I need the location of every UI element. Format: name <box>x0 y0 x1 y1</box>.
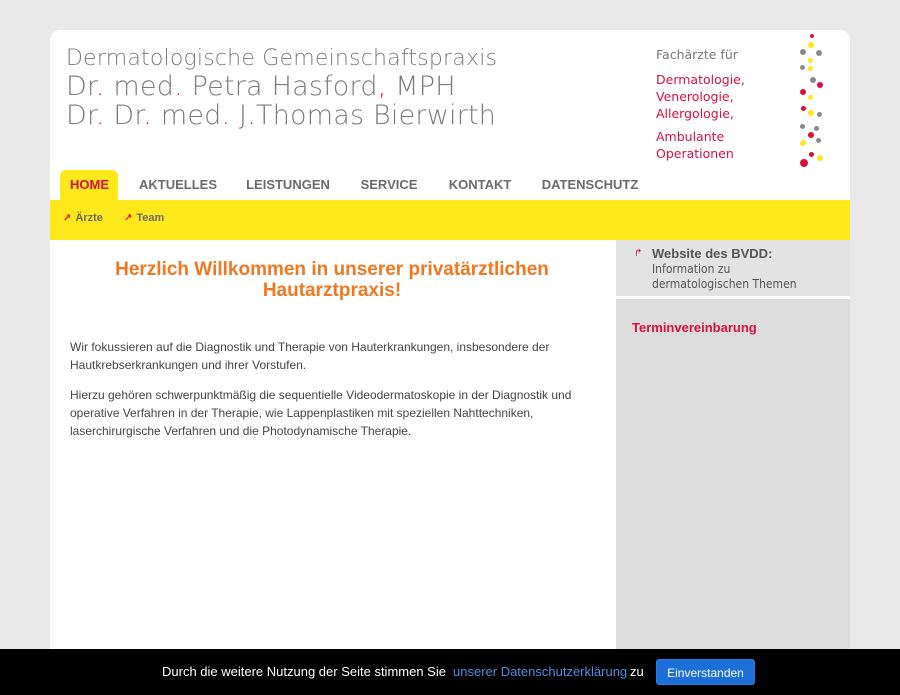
dot-icon <box>800 49 806 55</box>
tab-leistungen[interactable]: LEISTUNGEN <box>246 177 330 192</box>
title-dot: . <box>143 100 153 131</box>
tab-datenschutz[interactable]: DATENSCHUTZ <box>541 177 639 192</box>
title-line-2 <box>66 72 497 101</box>
specialty-item: Dermatologie, <box>656 72 745 87</box>
subnav-item-aerzte[interactable] <box>63 212 103 224</box>
subnav-label: Ärzte <box>75 212 103 224</box>
dot-icon <box>808 95 813 100</box>
specialty-item: Operationen <box>656 146 734 161</box>
bvdd-link-box[interactable] <box>616 240 850 296</box>
subnav-item-team[interactable] <box>124 212 164 224</box>
dot-icon <box>817 155 823 161</box>
title-part: med <box>104 71 175 102</box>
sidebar <box>616 240 850 650</box>
title-part: Dr <box>66 71 96 102</box>
appointment-link[interactable]: Terminvereinbarung <box>632 320 757 335</box>
decorative-dots-logo <box>798 34 828 174</box>
subnav-label: Team <box>136 212 165 224</box>
specialties-label: Fachärzte für <box>656 47 738 62</box>
dot-icon <box>800 124 805 129</box>
main-content <box>50 240 616 650</box>
dot-icon <box>817 112 822 117</box>
bvdd-subtitle-line: Information zu <box>652 262 731 276</box>
practice-title[interactable] <box>66 46 497 130</box>
cookie-text-suffix: zu <box>630 664 644 679</box>
title-part: med <box>152 100 222 131</box>
tab-aktuelles[interactable]: AKTUELLES <box>139 177 217 192</box>
title-part: Dr <box>66 100 96 131</box>
page-container <box>50 30 850 650</box>
dot-icon <box>817 82 823 88</box>
specialty-item: Allergologie, <box>656 106 734 121</box>
title-line-3 <box>66 101 497 130</box>
title-part: Dr <box>104 100 144 131</box>
dot-icon <box>814 126 819 131</box>
tab-service[interactable]: SERVICE <box>360 177 418 192</box>
dot-icon <box>808 58 813 63</box>
dot-icon <box>816 138 821 143</box>
title-line-1: Dermatologische Gemeinschaftspraxis <box>66 46 498 71</box>
bvdd-subtitle-line: dermatologischen Themen <box>652 277 797 291</box>
header <box>50 30 850 170</box>
arrow-up-right-icon: ↗ <box>124 213 133 224</box>
dot-icon <box>800 140 806 146</box>
dot-icon <box>810 77 816 83</box>
dot-icon <box>810 34 814 38</box>
title-dot: . <box>174 71 183 102</box>
title-dot: . <box>247 100 257 131</box>
dot-icon <box>808 42 814 48</box>
dot-icon <box>800 89 806 95</box>
title-dot: . <box>221 100 231 131</box>
cookie-text: Durch die weitere Nutzung der Seite stimmen Sie <box>162 664 446 679</box>
tab-kontakt[interactable]: KONTAKT <box>448 177 512 192</box>
title-dot: . <box>95 71 105 102</box>
accept-cookies-button[interactable]: Einverstanden <box>656 659 755 685</box>
specialty-item: Venerologie, <box>656 89 734 104</box>
bvdd-subtitle <box>652 262 797 292</box>
title-part: J <box>230 100 248 131</box>
intro-paragraph: Wir fokussieren auf die Diagnostik und Therapie von Hauterkrankungen, insbesondere der Hautkrebserkrankungen und ihrer Vorstufen. <box>70 340 550 372</box>
intro-paragraph: Hierzu gehören schwerpunktmäßig die sequentielle Videodermatoskopie in der Diagnostik und operative Verfahren in der Therapie, wie Lappenplastiken mit speziellen Nahttechniken, laserchirurgische Verfahren und die Photodynamische Therapie. <box>70 388 572 438</box>
cookie-banner <box>0 649 900 695</box>
title-dot: . <box>95 100 105 131</box>
dot-icon <box>808 66 813 71</box>
specialty-item: Ambulante <box>656 129 725 144</box>
title-part: Thomas Bierwirth <box>256 100 497 131</box>
arrow-right-icon: ↱ <box>634 248 643 259</box>
dot-icon <box>809 152 814 157</box>
dot-icon <box>816 50 822 56</box>
sub-nav <box>50 200 850 240</box>
main-nav <box>50 170 850 200</box>
title-dot: , <box>377 71 387 102</box>
dot-icon <box>808 110 814 116</box>
privacy-policy-link[interactable]: unserer Datenschutzerklärung <box>453 664 628 679</box>
title-part: Petra Hasford <box>182 71 378 102</box>
dot-icon <box>800 65 805 70</box>
specialties-block <box>656 46 745 162</box>
tab-home[interactable]: HOME <box>60 170 118 200</box>
dot-icon <box>801 106 806 111</box>
dot-icon <box>808 132 814 138</box>
welcome-heading: Herzlich Willkommen in unserer privatärztlichen Hautarztpraxis! <box>115 259 549 301</box>
divider <box>616 296 850 299</box>
arrow-up-right-icon: ↗ <box>63 213 72 224</box>
title-part: MPH <box>386 71 456 102</box>
bvdd-title: Website des BVDD: <box>652 246 773 261</box>
dot-icon <box>800 159 808 167</box>
